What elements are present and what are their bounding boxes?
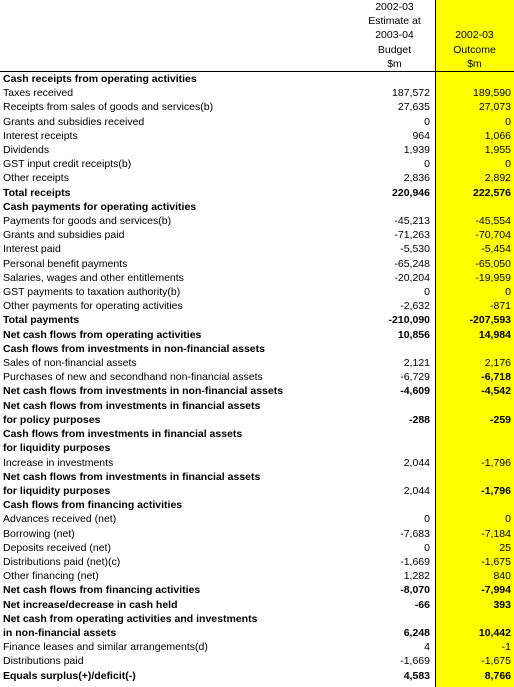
table-row	[0, 86, 514, 100]
table-row	[0, 242, 514, 256]
estimate-value: 2,836	[403, 172, 430, 185]
estimate-value: 4,583	[403, 669, 430, 682]
row-label: GST input credit receipts(b)	[3, 158, 132, 171]
row-label: Cash receipts from operating activities	[3, 73, 197, 86]
estimate-value: -20,204	[394, 271, 430, 284]
outcome-value: -6,718	[481, 371, 511, 384]
row-label: Borrowing (net)	[3, 527, 75, 540]
outcome-value	[435, 470, 514, 484]
table-row	[0, 555, 514, 569]
row-label: Cash flows from financing activities	[3, 499, 183, 512]
row-label: Interest paid	[3, 243, 61, 256]
table-row	[0, 186, 514, 200]
table-row	[0, 299, 514, 313]
table-row	[0, 328, 514, 342]
estimate-value: -288	[408, 413, 430, 426]
outcome-value: 2,892	[484, 172, 511, 185]
row-label: Receipts from sales of goods and services(b)	[3, 101, 214, 114]
row-label: Distributions paid (net)(c)	[3, 555, 121, 568]
estimate-value	[356, 441, 433, 455]
outcome-value	[435, 498, 514, 512]
outcome-value: -1	[501, 641, 511, 654]
table-row	[0, 100, 514, 114]
table-row	[0, 399, 514, 413]
estimate-value: 220,946	[392, 186, 430, 199]
row-label: Advances received (net)	[3, 513, 117, 526]
estimate-value: -1,669	[400, 555, 430, 568]
table-row	[0, 370, 514, 384]
estimate-value: 6,248	[403, 626, 430, 639]
table-row	[0, 200, 514, 214]
table-row	[0, 285, 514, 299]
row-label: Total receipts	[3, 186, 71, 199]
row-label: Payments for goods and services(b)	[3, 215, 172, 228]
estimate-value	[356, 200, 433, 214]
outcome-value	[435, 200, 514, 214]
outcome-value: 8,766	[484, 669, 511, 682]
table-row	[0, 640, 514, 654]
estimate-value: 2,044	[403, 484, 430, 497]
outcome-units: $m	[435, 57, 514, 72]
estimate-value: 964	[412, 129, 430, 142]
table-row	[0, 498, 514, 512]
table-row	[0, 427, 514, 441]
outcome-value: 840	[493, 570, 511, 583]
estimate-value	[356, 399, 433, 413]
table-row	[0, 456, 514, 470]
table-row	[0, 470, 514, 484]
outcome-value: 14,984	[478, 328, 511, 341]
estimate-value	[356, 72, 433, 87]
estimate-value: -210,090	[388, 314, 430, 327]
outcome-header-line	[435, 14, 514, 28]
table-row	[0, 527, 514, 541]
table-row	[0, 413, 514, 427]
estimate-value: -4,609	[400, 385, 430, 398]
outcome-header-line	[435, 0, 514, 14]
outcome-value	[435, 427, 514, 441]
estimate-value: 0	[424, 158, 430, 171]
row-label: Net cash flows from operating activities	[3, 328, 202, 341]
row-label: Cash payments for operating activities	[3, 200, 197, 213]
outcome-value: 25	[499, 541, 511, 554]
estimate-value: 4	[424, 641, 430, 654]
row-label: Grants and subsidies received	[3, 115, 145, 128]
row-label: Deposits received (net)	[3, 541, 111, 554]
row-label: Other financing (net)	[3, 570, 99, 583]
row-label: Dividends	[3, 144, 50, 157]
outcome-value: -7,184	[481, 527, 511, 540]
outcome-header-line: 2002-03	[455, 29, 494, 42]
estimate-value: 27,635	[397, 101, 430, 114]
header-row	[0, 43, 514, 57]
row-label: Finance leases and similar arrangements(d)	[3, 641, 208, 654]
outcome-value: -70,704	[475, 229, 511, 242]
outcome-value: 0	[505, 513, 511, 526]
table-row	[0, 143, 514, 157]
outcome-value: 2,176	[484, 357, 511, 370]
estimate-value	[356, 427, 433, 441]
estimate-value: 1,282	[403, 570, 430, 583]
table-row	[0, 115, 514, 129]
table-row	[0, 484, 514, 498]
row-label: Net cash flows from investments in financial assets	[3, 399, 261, 412]
estimate-value	[356, 470, 433, 484]
outcome-value	[435, 72, 514, 87]
table-row	[0, 228, 514, 242]
estimate-value: 0	[424, 115, 430, 128]
table-row	[0, 214, 514, 228]
outcome-value: -1,796	[481, 456, 511, 469]
estimate-value: -7,683	[400, 527, 430, 540]
outcome-value: 1,066	[484, 129, 511, 142]
estimate-value: -5,530	[400, 243, 430, 256]
table-row	[0, 171, 514, 185]
header-row	[0, 14, 514, 28]
row-label: Cash flows from investments in non-financial assets	[3, 342, 265, 355]
row-label: Equals surplus(+)/deficit(-)	[3, 669, 136, 682]
estimate-value: -45,213	[394, 215, 430, 228]
table-row	[0, 72, 514, 87]
outcome-value: 222,576	[473, 186, 511, 199]
outcome-value: -259	[489, 413, 511, 426]
outcome-value: 0	[505, 115, 511, 128]
outcome-value	[435, 399, 514, 413]
outcome-value: -4,542	[481, 385, 511, 398]
estimate-value: 0	[424, 513, 430, 526]
row-label: Cash flows from investments in financial assets	[3, 428, 243, 441]
outcome-value: -5,454	[481, 243, 511, 256]
estimate-value: -6,729	[400, 371, 430, 384]
outcome-value: -1,796	[481, 484, 511, 497]
outcome-value	[435, 342, 514, 356]
estimate-value: -1,669	[400, 655, 430, 668]
header-row	[0, 0, 514, 14]
outcome-value: -207,593	[469, 314, 511, 327]
outcome-value: 0	[505, 286, 511, 299]
estimate-value	[356, 342, 433, 356]
outcome-value	[435, 612, 514, 626]
row-label: Net cash flows from investments in non-financial assets	[3, 385, 284, 398]
outcome-value: 10,442	[478, 626, 511, 639]
estimate-value	[356, 498, 433, 512]
row-label: Net increase/decrease in cash held	[3, 598, 178, 611]
table-row	[0, 669, 514, 683]
outcome-value: -45,554	[475, 215, 511, 228]
table-row	[0, 313, 514, 327]
row-label: Net cash flows from financing activities	[3, 584, 201, 597]
table-row	[0, 384, 514, 398]
row-label: Salaries, wages and other entitlements	[3, 271, 184, 284]
header-row	[0, 28, 514, 42]
row-label: Personal benefit payments	[3, 257, 128, 270]
estimate-value: -2,632	[400, 300, 430, 313]
outcome-value: -1,675	[481, 655, 511, 668]
table-row	[0, 356, 514, 370]
outcome-value: 27,073	[478, 101, 511, 114]
estimate-header-line: Budget	[377, 43, 412, 56]
estimate-value: -8,070	[400, 584, 430, 597]
table-row	[0, 257, 514, 271]
row-label: Sales of non-financial assets	[3, 357, 137, 370]
table-row	[0, 626, 514, 640]
estimate-value: 1,939	[403, 144, 430, 157]
estimate-value: 2,121	[403, 357, 430, 370]
outcome-value: 0	[505, 158, 511, 171]
table-row	[0, 271, 514, 285]
table-row	[0, 583, 514, 597]
row-label: Other receipts	[3, 172, 69, 185]
row-label: for policy purposes	[3, 413, 101, 426]
estimate-value: 0	[424, 286, 430, 299]
outcome-value: 1,955	[484, 144, 511, 157]
table-row	[0, 654, 514, 668]
table-row	[0, 598, 514, 612]
estimate-units: $m	[356, 57, 433, 72]
estimate-value: 0	[424, 541, 430, 554]
estimate-header-line: 2003-04	[375, 29, 414, 42]
row-label: Purchases of new and secondhand non-financial assets	[3, 371, 263, 384]
estimate-value: 10,856	[397, 328, 430, 341]
row-label: Distributions paid	[3, 655, 84, 668]
estimate-value: 2,044	[403, 456, 430, 469]
row-label: Interest receipts	[3, 129, 78, 142]
table-row	[0, 512, 514, 526]
outcome-value: -19,959	[475, 271, 511, 284]
estimate-value	[356, 612, 433, 626]
estimate-value: 187,572	[392, 87, 430, 100]
row-label: for liquidity purposes	[3, 442, 111, 455]
table-row	[0, 612, 514, 626]
row-label: Taxes received	[3, 87, 74, 100]
column-divider	[435, 0, 436, 687]
row-label: Increase in investments	[3, 456, 114, 469]
outcome-value: 393	[493, 598, 511, 611]
row-label: Total payments	[3, 314, 80, 327]
estimate-value: -66	[414, 598, 430, 611]
row-label: Net cash from operating activities and investments	[3, 612, 258, 625]
estimate-header-line: Estimate at	[368, 15, 421, 28]
estimate-value: -65,248	[394, 257, 430, 270]
table-row	[0, 157, 514, 171]
row-label: for liquidity purposes	[3, 484, 111, 497]
table-row	[0, 342, 514, 356]
estimate-value: -71,263	[394, 229, 430, 242]
table-row	[0, 569, 514, 583]
header-row-units	[0, 57, 514, 72]
row-label: Grants and subsidies paid	[3, 229, 125, 242]
row-label: in non-financial assets	[3, 626, 117, 639]
outcome-value: -1,675	[481, 555, 511, 568]
row-label: GST payments to taxation authority(b)	[3, 286, 181, 299]
table-row	[0, 441, 514, 455]
outcome-value: -7,994	[481, 584, 511, 597]
row-label: Other payments for operating activities	[3, 300, 183, 313]
outcome-value: 189,590	[473, 87, 511, 100]
row-label: Net cash flows from investments in financial assets	[3, 470, 261, 483]
outcome-value: -65,050	[475, 257, 511, 270]
estimate-header-line: 2002-03	[375, 1, 414, 13]
table-row	[0, 541, 514, 555]
table-row	[0, 129, 514, 143]
outcome-value	[435, 441, 514, 455]
outcome-value: -871	[489, 300, 511, 313]
outcome-header-line: Outcome	[453, 43, 496, 56]
